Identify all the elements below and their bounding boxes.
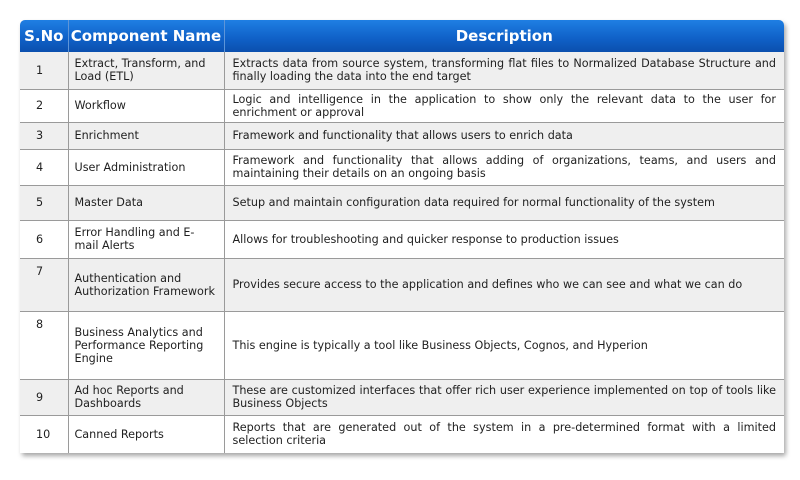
row-component-name: Enrichment (68, 122, 224, 149)
table-row (20, 149, 784, 185)
table-row (20, 415, 784, 453)
row-description: These are customized interfaces that offer rich user experience implemented on top of tools like Business Objects (224, 379, 784, 415)
row-sno: 2 (20, 89, 68, 122)
row-description: Reports that are generated out of the system in a pre-determined format with a limited selection criteria (224, 415, 784, 453)
component-table (20, 20, 784, 453)
row-component-name: Workflow (68, 89, 224, 122)
table-row (20, 220, 784, 258)
row-sno: 4 (20, 149, 68, 185)
row-component-name: Error Handling and E-mail Alerts (68, 220, 224, 258)
row-component-name: Authentication and Authorization Framework (68, 258, 224, 311)
row-description: Extracts data from source system, transforming flat files to Normalized Database Structure and finally loading the data into the end target (224, 52, 784, 89)
row-sno: 7 (20, 258, 68, 311)
row-component-name: Canned Reports (68, 415, 224, 453)
component-table-container (20, 20, 784, 453)
header-component-name: Component Name (68, 20, 224, 52)
table-row (20, 379, 784, 415)
row-component-name: User Administration (68, 149, 224, 185)
row-sno: 1 (20, 52, 68, 89)
row-component-name: Ad hoc Reports and Dashboards (68, 379, 224, 415)
row-description: Logic and intelligence in the application to show only the relevant data to the user for enrichment or approval (224, 89, 784, 122)
table-row (20, 185, 784, 220)
row-description: This engine is typically a tool like Business Objects, Cognos, and Hyperion (224, 311, 784, 379)
row-sno: 5 (20, 185, 68, 220)
header-description: Description (224, 20, 784, 52)
row-sno: 8 (20, 311, 68, 379)
row-sno: 9 (20, 379, 68, 415)
table-row (20, 52, 784, 89)
row-sno: 3 (20, 122, 68, 149)
row-description: Framework and functionality that allows adding of organizations, teams, and users and maintaining their details on an ongoing basis (224, 149, 784, 185)
row-component-name: Extract, Transform, and Load (ETL) (68, 52, 224, 89)
row-description: Framework and functionality that allows users to enrich data (224, 122, 784, 149)
table-row (20, 258, 784, 311)
row-description: Setup and maintain configuration data required for normal functionality of the system (224, 185, 784, 220)
row-sno: 6 (20, 220, 68, 258)
header-sno: S.No (20, 20, 68, 52)
table-row (20, 311, 784, 379)
row-component-name: Business Analytics and Performance Reporting Engine (68, 311, 224, 379)
row-component-name: Master Data (68, 185, 224, 220)
row-sno: 10 (20, 415, 68, 453)
table-header-row (20, 20, 784, 52)
table-row (20, 122, 784, 149)
row-description: Allows for troubleshooting and quicker response to production issues (224, 220, 784, 258)
table-row (20, 89, 784, 122)
row-description: Provides secure access to the application and defines who we can see and what we can do (224, 258, 784, 311)
